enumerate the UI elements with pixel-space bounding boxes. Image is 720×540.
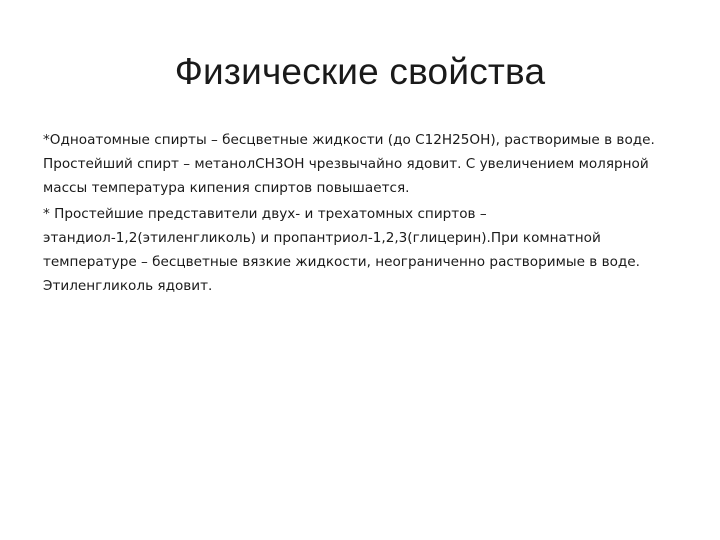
paragraph-monohydric-alcohols: *Одноатомные спирты – бесцветные жидкости (до С12Н25ОН), растворимые в воде. Простейший спирт – метанолСН3ОН чрезвычайно ядовит. С увеличением молярной массы температура кипения спиртов повышается. <box>43 132 655 196</box>
slide-body <box>43 128 683 300</box>
slide-title: Физические свойства <box>174 51 546 92</box>
paragraph-polyhydric-alcohols: * Простейшие представители двух- и трехатомных спиртов – этандиол-1,2(этиленгликоль) и пропантриол-1,2,3(глицерин).При комнатной температуре – бесцветные вязкие жидкости, неограниченно растворимые в воде. Этиленгликоль ядовит. <box>43 206 640 294</box>
